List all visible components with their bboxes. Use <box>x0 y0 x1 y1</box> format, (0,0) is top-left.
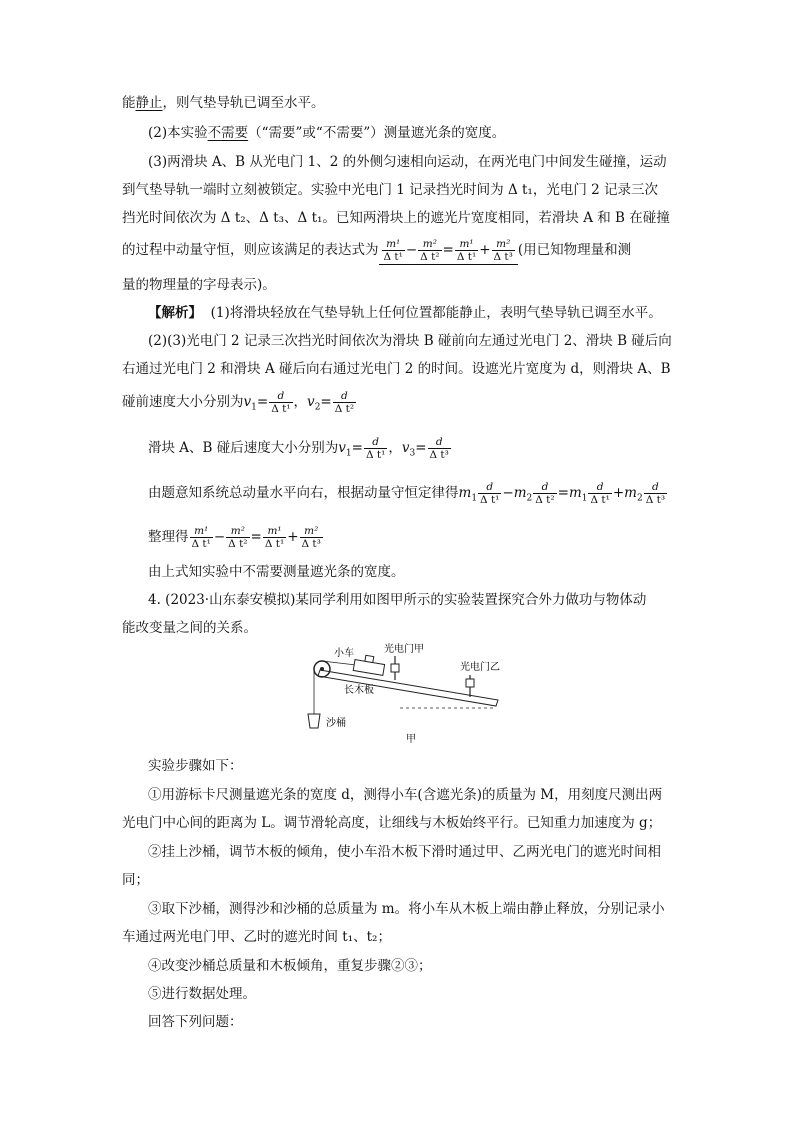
text: 滑块 A、B 碰后速度大小分别为 <box>148 440 339 456</box>
experiment-figure <box>300 642 520 752</box>
p3-line-3: 挡光时间依次为 Δ t₂、Δ t₃、Δ t₁。已知两滑块上的遮光片宽度相同，若滑块 A 和 B 在碰撞 <box>122 210 670 226</box>
text: (1)将滑块轻放在气垫导轨上任何位置都能静止，表明气垫导轨已调至水平。 <box>210 305 662 321</box>
step-1a: ①用游标卡尺测量遮光条的宽度 d，测得小车(含遮光条)的质量为 M，用刻度尺测出两 <box>148 787 663 803</box>
answer-prompt: 回答下列问题： <box>148 1014 243 1030</box>
answer-blank-2: 不需要 <box>207 125 249 141</box>
text: 能 <box>122 95 136 111</box>
text: ，则气垫导轨已调至水平。 <box>162 95 325 111</box>
text: （“需要”或“不需要”）测量遮光条的宽度。 <box>248 125 506 141</box>
text: (用已知物理量和测 <box>517 242 632 258</box>
label-gate-a: 光电门甲 <box>384 644 424 655</box>
steps-title: 实验步骤如下： <box>148 758 243 774</box>
text: (2)本实验 <box>148 125 208 141</box>
label-car: 小车 <box>334 648 354 659</box>
analysis-line-5: 滑块 A、B 碰后速度大小分别为$v_1=$ $\frac{d}{\text{Δ t¹}}$ ，$v_3=$ $\frac{d}{\text{Δ t³}}$ <box>148 436 449 461</box>
q4-line-2: 能改变量之间的关系。 <box>122 620 257 636</box>
gate-b-icon <box>466 679 474 687</box>
analysis-line-3: 右通过光电门 2 和滑块 A 碰后向右通过光电门 2 的时间。设遮光片宽度为 d，则滑块 A、B <box>122 361 671 377</box>
text: 碰前速度大小分别为 <box>122 394 244 410</box>
p3-line-4 <box>122 238 631 265</box>
q4-line-1: 4. (2023·山东泰安模拟)某同学利用如图甲所示的实验装置探究合外力做功与物体动 <box>148 592 647 608</box>
car-mask <box>365 655 374 662</box>
analysis-line-2: (2)(3)光电门 2 记录三次挡光时间依次为滑块 B 碰前向左通过光电门 2、滑块 B 碰后向 <box>148 333 672 349</box>
step-2a: ②挂上沙桶，调节木板的倾角，使小车沿木板下滑时通过甲、乙两光电门的遮光时间相 <box>148 844 661 860</box>
answer-blank-1: 静止 <box>135 95 163 111</box>
step-1b: 光电门中心间的距离为 L。调节滑轮高度，让细线与木板始终平行。已知重力加速度为 g； <box>122 815 662 831</box>
pulley-axle <box>320 667 324 671</box>
label-board: 长木板 <box>344 685 374 696</box>
p3-line-5: 量的物理量的字母表示)。 <box>122 277 276 293</box>
analysis-tag: 【解析】 <box>148 305 202 321</box>
analysis-line-4: 碰前速度大小分别为$v_1=$ $\frac{d}{\text{Δ t¹}}$ ，$v_2=$ $\frac{d}{\text{Δ t²}}$ <box>122 390 355 415</box>
text: 整理得 <box>148 529 189 545</box>
step-4: ④改变沙桶总质量和木板倾角，重复步骤②③； <box>148 958 432 974</box>
p3-line-2: 到气垫导轨一端时立刻被锁定。实验中光电门 1 记录挡光时间为 Δ t₁，光电门 2 记录三次 <box>122 182 659 198</box>
p3-line-1: (3)两滑块 A、B 从光电门 1、2 的外侧匀速相向运动，在两光电门中间发生碰撞，运动 <box>148 154 667 170</box>
label-gate-b: 光电门乙 <box>460 662 500 673</box>
step-5: ⑤进行数据处理。 <box>148 986 256 1002</box>
analysis-line-1 <box>148 303 662 323</box>
text: 的过程中动量守恒，则应该满足的表达式为 <box>122 242 379 258</box>
formula-answer: $\frac{\text{m¹}}{\text{Δ t¹}}$ − $\frac{\text{m²}}{\text{Δ t²}}$ = $\frac{\text{m¹}}{\text{Δ t¹}}$ + $\frac{\text{m²}}{\text{Δ t³}}$ <box>379 238 518 265</box>
step-2b: 同； <box>122 872 149 888</box>
step-3a: ③取下沙桶，测得沙和沙桶的总质量为 m。将小车从木板上端由静止释放，分别记录小 <box>148 901 665 917</box>
figure-caption: 甲 <box>406 734 416 745</box>
step-3b: 车通过两光电门甲、乙时的遮光时间 t₁、t₂； <box>122 929 391 945</box>
analysis-line-8: 由上式知实验中不需要测量遮光条的宽度。 <box>148 564 405 580</box>
text: 由题意知系统总动量水平向右，根据动量守恒定律得 <box>148 485 459 501</box>
answer-line-2 <box>148 123 505 143</box>
bucket-icon <box>308 714 320 728</box>
gate-a-icon <box>391 664 399 672</box>
analysis-line-6: 由题意知系统总动量水平向右，根据动量守恒定律得$m_1$ $\frac{d}{\text{Δ t¹}}$ $-m_2$ $\frac{d}{\text{Δ t²}}$ $=m_1$ $\frac{d}{\text{Δ t¹}}$ $+m_2$ $\frac{d}{\text{Δ t³}}$ <box>148 481 666 506</box>
analysis-line-7: 整理得 $\frac{\text{m¹}}{\text{Δ t¹}}$ − $\frac{\text{m²}}{\text{Δ t²}}$ = $\frac{\text{m¹}}{\text{Δ t¹}}$ + $\frac{\text{m²}}{\text{Δ t³}}$ <box>148 525 321 550</box>
answer-line-1 <box>122 93 325 113</box>
label-bucket: 沙桶 <box>326 718 346 729</box>
